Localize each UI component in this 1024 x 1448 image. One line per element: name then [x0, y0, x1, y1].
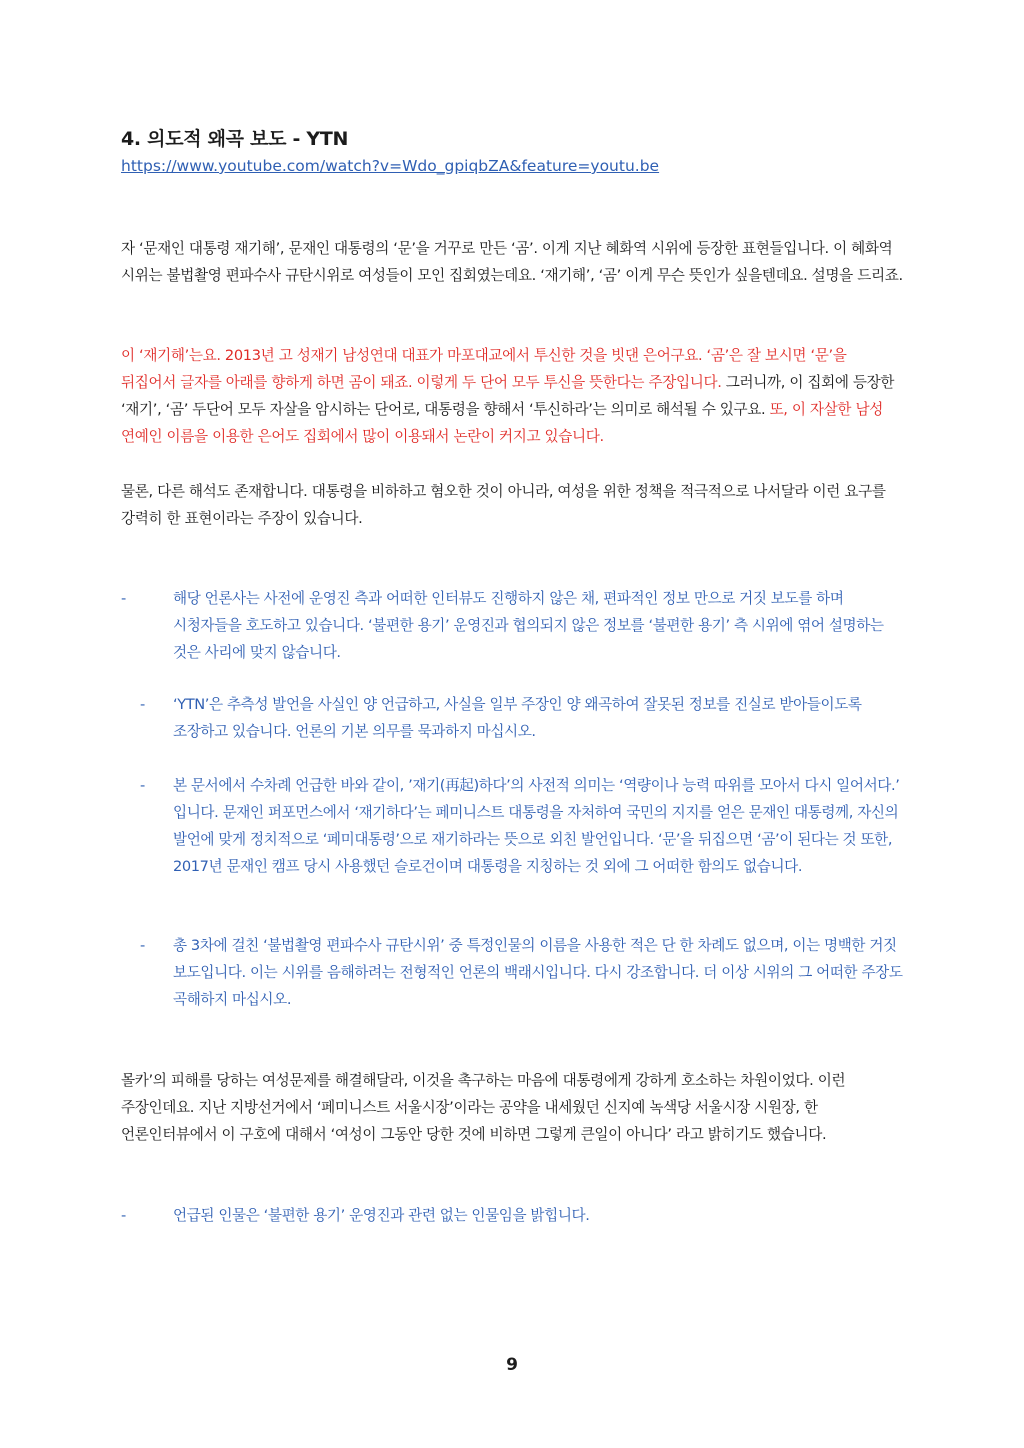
- rebuttal-item: ‘YTN’은 추측성 발언을 사실인 양 언급하고, 사실을 일부 주장인 양 왜곡하여 잘못된 정보를 진실로 받아들이도록 조장하고 있습니다. 언론의 기본 의무를 묵과하지 마십시오.: [173, 696, 862, 740]
- paragraph-alternate-interpretation: 물론, 다른 해석도 존재합니다. 대통령을 비하하고 혐오한 것이 아니라, 여성을 위한 정책을 적극적으로 나서달라 이런 요구를 강력히 한 표현이라는 주장이 있습니다.: [121, 483, 886, 527]
- explanation-red-text: 이 ‘재기해’는요. 2013년 고 성재기 남성연대 대표가 마포대교에서 투신한 것을 빗댄 은어구요. ‘곰’은 잘 보시면 ‘문’을 뒤집어서 글자를 아래를 향하게 하면 곰이 돼죠. 이렇게 두 단어 모두 투신을 뜻한다는 주장입니다.: [121, 347, 847, 391]
- explanation-black-text: 그러니까, 이 집회에 등장한 ‘재기’, ‘곰’ 두단어 모두 자살을 암시하는 단어로, 대통령을 향해서 ‘투신하라’는 의미로 해석될 수 있구요.: [121, 374, 895, 418]
- rebuttal-item: 본 문서에서 수차례 언급한 바와 같이, ’재기(再起)하다’의 사전적 의미는 ‘역량이나 능력 따위를 모아서 다시 일어서다.’ 입니다. 문재인 퍼포먼스에서 ‘재기하다’는 페미니스트 대통령을 자처하여 국민의 지지를 얻은 문재인 대통령께, 자신의 발언에 맞게 정치적으로 ‘페미대통령’으로 재기하라는 뜻으로 외친 발언입니다. ‘문’을 뒤집으면 ‘곰’이 된다는 것 또한, 2017년 문재인 캠프 당시 사용했던 슬로건이며 대통령을 지칭하는 것 외에 그 어떠한 함의도 없습니다.: [173, 777, 900, 875]
- rebuttal-item: 언급된 인물은 ‘불편한 용기’ 운영진과 관련 없는 인물임을 밝힙니다.: [173, 1207, 590, 1224]
- rebuttal-item: 총 3차에 걸친 ‘불법촬영 편파수사 규탄시위’ 중 특정인물의 이름을 사용한 적은 단 한 차례도 없으며, 이는 명백한 거짓 보도입니다. 이는 시위를 음해하려는 전형적인 언론의 백래시입니다. 다시 강조합니다. 더 이상 시위의 그 어떠한 주장도 곡해하지 마십시오.: [173, 937, 903, 1008]
- list-dash: -: [140, 937, 146, 954]
- list-dash: -: [121, 1207, 127, 1224]
- paragraph-quote: 몰카’의 피해를 당하는 여성문제를 해결해달라, 이것을 촉구하는 마음에 대통령에게 강하게 호소하는 차원이었다. 이런 주장인데요. 지난 지방선거에서 ‘페미니스트 서울시장’이라는 공약을 내세웠던 신지예 녹색당 서울시장 시원장, 한 언론인터뷰에서 이 구호에 대해서 ‘여성이 그동안 당한 것에 비하면 그렇게 큰일이 아니다’ 라고 밝히기도 했습니다.: [121, 1072, 846, 1143]
- page-number: 9: [506, 1355, 518, 1375]
- explanation-red-text-2: 또, 이 자살한 남성 연예인 이름을 이용한 은어도 집회에서 많이 이용돼서 논란이 커지고 있습니다.: [121, 401, 883, 445]
- list-dash: -: [140, 696, 146, 713]
- section-heading: 4. 의도적 왜곡 보도 - YTN: [121, 128, 349, 150]
- paragraph-explanation: [121, 342, 903, 450]
- rebuttal-item: 해당 언론사는 사전에 운영진 측과 어떠한 인터뷰도 진행하지 않은 채, 편파적인 정보 만으로 거짓 보도를 하며 시청자들을 호도하고 있습니다. ‘불편한 용기’ 운영진과 협의되지 않은 정보를 ‘불편한 용기’ 측 시위에 엮어 설명하는 것은 사리에 맞지 않습니다.: [173, 590, 884, 661]
- youtube-link[interactable]: https://www.youtube.com/watch?v=Wdo_gpiqbZA&feature=youtu.be: [121, 157, 660, 175]
- paragraph-intro: 자 ‘문재인 대통령 재기해’, 문재인 대통령의 ‘문’을 거꾸로 만든 ‘곰’. 이게 지난 혜화역 시위에 등장한 표현들입니다. 이 혜화역 시위는 불법촬영 편파수사 규탄시위로 여성들이 모인 집회였는데요. ‘재기해’, ‘곰’ 이게 무슨 뜻인가 싶을텐데요. 설명을 드리죠.: [121, 240, 903, 284]
- list-dash: -: [140, 777, 146, 794]
- list-dash: -: [121, 590, 127, 607]
